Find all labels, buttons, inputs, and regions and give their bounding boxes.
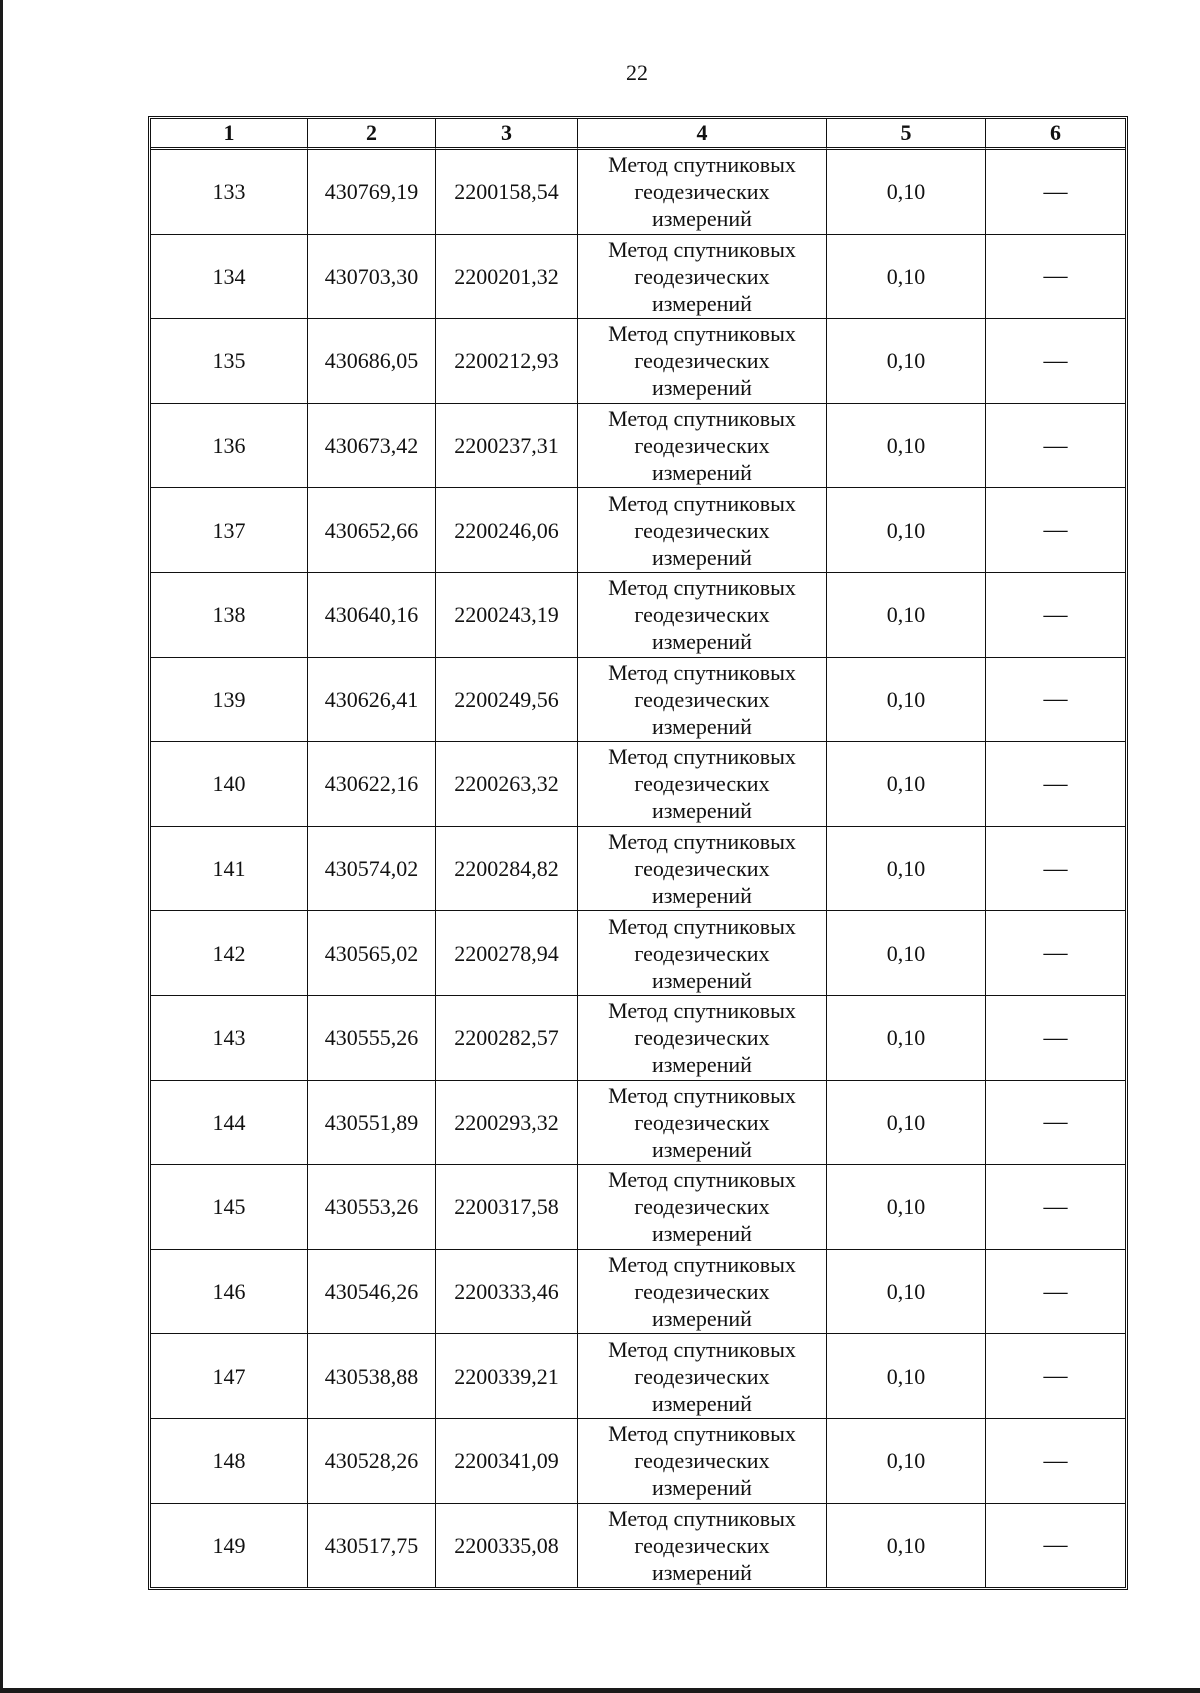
x-coordinate-cell: 430574,02: [308, 827, 436, 912]
y-coordinate-cell: 2200339,21: [436, 1334, 578, 1419]
method-cell: Метод спутниковых геодезических измерений: [578, 404, 827, 489]
y-coordinate-cell: 2200284,82: [436, 827, 578, 912]
scan-edge-left: [0, 0, 3, 1693]
table-row: [151, 1419, 1125, 1504]
accuracy-cell: 0,10: [827, 235, 986, 320]
page-number: 22: [626, 60, 648, 85]
dash-mark: —: [1043, 1024, 1068, 1051]
x-coordinate-cell: 430686,05: [308, 319, 436, 404]
dash-mark: —: [1043, 432, 1068, 459]
dash-mark: —: [1043, 517, 1068, 544]
point-number-cell: 149: [151, 1504, 308, 1588]
point-number-cell: 139: [151, 658, 308, 743]
method-cell: Метод спутниковых геодезических измерений: [578, 1504, 827, 1588]
table-row: [151, 235, 1125, 320]
note-cell: [986, 911, 1125, 996]
coordinates-table: [148, 116, 1128, 1590]
dash-mark: —: [1043, 1278, 1068, 1305]
dash-mark: —: [1043, 770, 1068, 797]
method-cell: Метод спутниковых геодезических измерений: [578, 1250, 827, 1335]
accuracy-cell: 0,10: [827, 1334, 986, 1419]
x-coordinate-cell: 430555,26: [308, 996, 436, 1081]
table-row: [151, 996, 1125, 1081]
x-coordinate-cell: 430538,88: [308, 1334, 436, 1419]
method-cell: Метод спутниковых геодезических измерений: [578, 488, 827, 573]
accuracy-cell: 0,10: [827, 1165, 986, 1250]
y-coordinate-cell: 2200237,31: [436, 404, 578, 489]
note-cell: [986, 1334, 1125, 1419]
method-cell: Метод спутниковых геодезических измерений: [578, 827, 827, 912]
x-coordinate-cell: 430517,75: [308, 1504, 436, 1588]
x-coordinate-cell: 430640,16: [308, 573, 436, 658]
header-row: [151, 119, 1125, 150]
x-coordinate-cell: 430673,42: [308, 404, 436, 489]
accuracy-cell: 0,10: [827, 573, 986, 658]
y-coordinate-cell: 2200246,06: [436, 488, 578, 573]
table-row: [151, 827, 1125, 912]
note-cell: [986, 1250, 1125, 1335]
point-number-cell: 148: [151, 1419, 308, 1504]
accuracy-cell: 0,10: [827, 1081, 986, 1166]
accuracy-cell: 0,10: [827, 319, 986, 404]
x-coordinate-cell: 430565,02: [308, 911, 436, 996]
method-cell: Метод спутниковых геодезических измерений: [578, 1081, 827, 1166]
x-coordinate-cell: 430622,16: [308, 742, 436, 827]
table-row: [151, 404, 1125, 489]
table-row: [151, 319, 1125, 404]
y-coordinate-cell: 2200293,32: [436, 1081, 578, 1166]
note-cell: [986, 1419, 1125, 1504]
scan-edge-bottom: [0, 1688, 1200, 1693]
dash-mark: —: [1043, 178, 1068, 205]
accuracy-cell: 0,10: [827, 1419, 986, 1504]
y-coordinate-cell: 2200249,56: [436, 658, 578, 743]
table-body: [151, 150, 1125, 1587]
dash-mark: —: [1043, 686, 1068, 713]
note-cell: [986, 1165, 1125, 1250]
header-col-2: 2: [308, 119, 436, 150]
x-coordinate-cell: 430546,26: [308, 1250, 436, 1335]
x-coordinate-cell: 430553,26: [308, 1165, 436, 1250]
y-coordinate-cell: 2200243,19: [436, 573, 578, 658]
coordinates-table-wrapper: [148, 116, 1128, 1590]
point-number-cell: 144: [151, 1081, 308, 1166]
header-col-5: 5: [827, 119, 986, 150]
dash-mark: —: [1043, 601, 1068, 628]
y-coordinate-cell: 2200278,94: [436, 911, 578, 996]
method-cell: Метод спутниковых геодезических измерений: [578, 1419, 827, 1504]
dash-mark: —: [1043, 1363, 1068, 1390]
method-cell: Метод спутниковых геодезических измерений: [578, 573, 827, 658]
accuracy-cell: 0,10: [827, 911, 986, 996]
y-coordinate-cell: 2200341,09: [436, 1419, 578, 1504]
dash-mark: —: [1043, 855, 1068, 882]
table-row: [151, 911, 1125, 996]
point-number-cell: 145: [151, 1165, 308, 1250]
header-col-6: 6: [986, 119, 1125, 150]
point-number-cell: 138: [151, 573, 308, 658]
y-coordinate-cell: 2200333,46: [436, 1250, 578, 1335]
method-cell: Метод спутниковых геодезических измерений: [578, 1334, 827, 1419]
table-row: [151, 1334, 1125, 1419]
note-cell: [986, 658, 1125, 743]
note-cell: [986, 235, 1125, 320]
accuracy-cell: 0,10: [827, 150, 986, 235]
table-row: [151, 742, 1125, 827]
table-row: [151, 1081, 1125, 1166]
table-row: [151, 658, 1125, 743]
y-coordinate-cell: 2200158,54: [436, 150, 578, 235]
point-number-cell: 135: [151, 319, 308, 404]
x-coordinate-cell: 430652,66: [308, 488, 436, 573]
table-header: [151, 119, 1125, 150]
x-coordinate-cell: 430551,89: [308, 1081, 436, 1166]
method-cell: Метод спутниковых геодезических измерений: [578, 235, 827, 320]
method-cell: Метод спутниковых геодезических измерений: [578, 996, 827, 1081]
method-cell: Метод спутниковых геодезических измерений: [578, 911, 827, 996]
table-row: [151, 1504, 1125, 1588]
point-number-cell: 142: [151, 911, 308, 996]
accuracy-cell: 0,10: [827, 1504, 986, 1588]
dash-mark: —: [1043, 1109, 1068, 1136]
point-number-cell: 141: [151, 827, 308, 912]
x-coordinate-cell: 430703,30: [308, 235, 436, 320]
table-row: [151, 573, 1125, 658]
note-cell: [986, 1081, 1125, 1166]
accuracy-cell: 0,10: [827, 658, 986, 743]
dash-mark: —: [1043, 1532, 1068, 1559]
note-cell: [986, 404, 1125, 489]
note-cell: [986, 1504, 1125, 1588]
dash-mark: —: [1043, 347, 1068, 374]
note-cell: [986, 488, 1125, 573]
accuracy-cell: 0,10: [827, 404, 986, 489]
method-cell: Метод спутниковых геодезических измерений: [578, 150, 827, 235]
point-number-cell: 136: [151, 404, 308, 489]
accuracy-cell: 0,10: [827, 488, 986, 573]
x-coordinate-cell: 430528,26: [308, 1419, 436, 1504]
point-number-cell: 147: [151, 1334, 308, 1419]
table-row: [151, 150, 1125, 235]
accuracy-cell: 0,10: [827, 1250, 986, 1335]
table-row: [151, 1165, 1125, 1250]
dash-mark: —: [1043, 263, 1068, 290]
y-coordinate-cell: 2200263,32: [436, 742, 578, 827]
note-cell: [986, 827, 1125, 912]
point-number-cell: 133: [151, 150, 308, 235]
point-number-cell: 143: [151, 996, 308, 1081]
header-col-3: 3: [436, 119, 578, 150]
table-row: [151, 1250, 1125, 1335]
y-coordinate-cell: 2200201,32: [436, 235, 578, 320]
accuracy-cell: 0,10: [827, 827, 986, 912]
point-number-cell: 137: [151, 488, 308, 573]
y-coordinate-cell: 2200212,93: [436, 319, 578, 404]
note-cell: [986, 742, 1125, 827]
method-cell: Метод спутниковых геодезических измерений: [578, 1165, 827, 1250]
dash-mark: —: [1043, 940, 1068, 967]
x-coordinate-cell: 430626,41: [308, 658, 436, 743]
accuracy-cell: 0,10: [827, 996, 986, 1081]
y-coordinate-cell: 2200317,58: [436, 1165, 578, 1250]
point-number-cell: 134: [151, 235, 308, 320]
header-col-1: 1: [151, 119, 308, 150]
y-coordinate-cell: 2200335,08: [436, 1504, 578, 1588]
note-cell: [986, 573, 1125, 658]
note-cell: [986, 319, 1125, 404]
point-number-cell: 140: [151, 742, 308, 827]
method-cell: Метод спутниковых геодезических измерений: [578, 658, 827, 743]
method-cell: Метод спутниковых геодезических измерений: [578, 742, 827, 827]
dash-mark: —: [1043, 1447, 1068, 1474]
note-cell: [986, 996, 1125, 1081]
note-cell: [986, 150, 1125, 235]
table-row: [151, 488, 1125, 573]
dash-mark: —: [1043, 1193, 1068, 1220]
accuracy-cell: 0,10: [827, 742, 986, 827]
y-coordinate-cell: 2200282,57: [436, 996, 578, 1081]
method-cell: Метод спутниковых геодезических измерений: [578, 319, 827, 404]
header-col-4: 4: [578, 119, 827, 150]
point-number-cell: 146: [151, 1250, 308, 1335]
x-coordinate-cell: 430769,19: [308, 150, 436, 235]
